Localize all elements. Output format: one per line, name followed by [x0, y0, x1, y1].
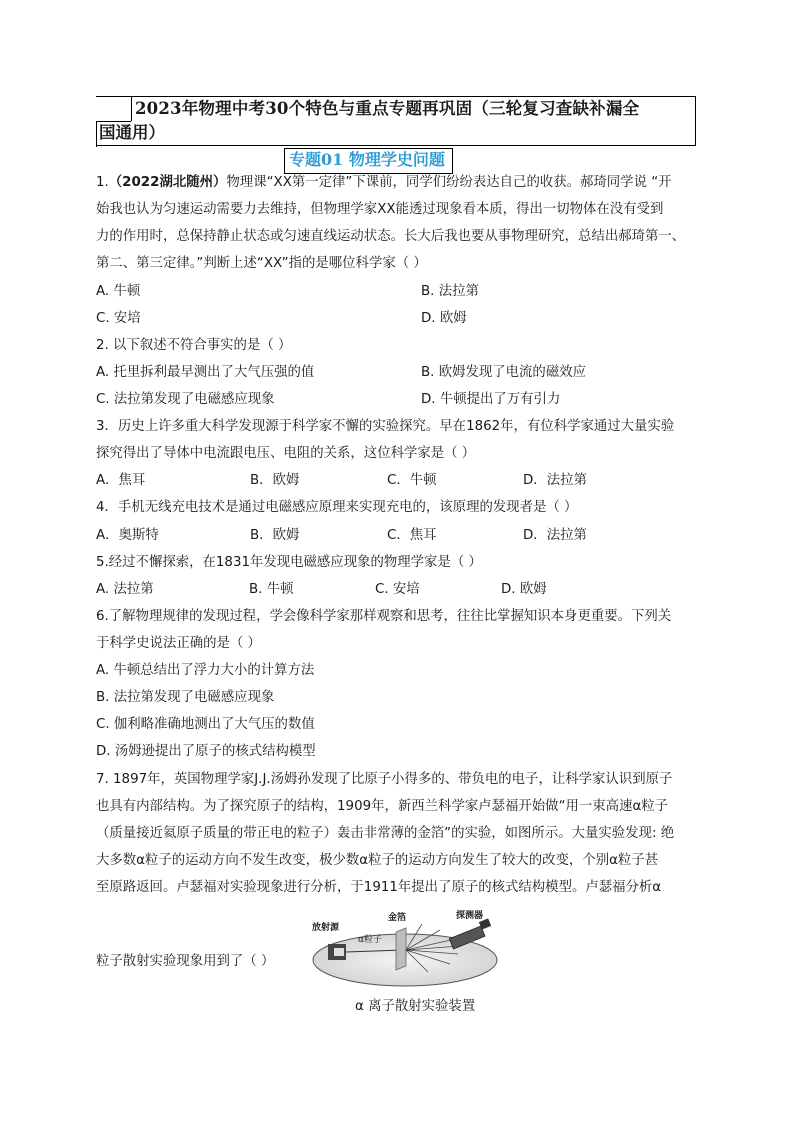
question-5-option-b: B. 牛顿	[249, 582, 294, 597]
page-title-line2: 国通用）	[99, 123, 165, 142]
question-4-option-b: B．欧姆	[250, 528, 300, 543]
question-1-option-c: C. 安培	[96, 311, 141, 326]
title-frame-rule	[131, 96, 132, 121]
question-1-option-a: A. 牛顿	[96, 284, 141, 299]
question-2-option-b: B. 欧姆发现了电流的磁效应	[421, 365, 586, 380]
question-5-option-c: C. 安培	[375, 582, 420, 597]
question-3-line: 探究得出了导体中电流跟电压、电阻的关系，这位科学家是（ ）	[96, 446, 476, 461]
question-3-option-c: C．牛顿	[387, 473, 437, 488]
question-2-option-a: A. 托里拆利最早测出了大气压强的值	[96, 365, 315, 380]
question-3-line: 3．历史上许多重大科学发现源于科学家不懈的实验探究。早在1862年，有位科学家通过大量实验	[96, 419, 675, 434]
question-5-option-d: D. 欧姆	[501, 582, 547, 597]
question-number: 1.	[96, 175, 109, 190]
gold-foil	[396, 928, 406, 970]
topic-heading: 专题01 物理学史问题	[284, 148, 453, 174]
question-1-option-d: D. 欧姆	[421, 311, 467, 326]
question-source: （2022湖北随州）	[108, 175, 227, 190]
scattering-apparatus-figure	[310, 910, 500, 990]
label-foil: 金箔	[388, 913, 407, 923]
figure-caption: α 离子散射实验装置	[355, 999, 476, 1014]
radiation-source-opening	[334, 948, 344, 956]
question-7-line: （质量接近氦原子质量的带正电的粒子）轰击非常薄的金箔”的实验，如图所示。大量实验发现: 绝	[96, 826, 675, 841]
question-3-option-b: B．欧姆	[250, 473, 300, 488]
question-2-stem: 2. 以下叙述不符合事实的是（ ）	[96, 338, 292, 353]
question-4-option-a: A．奥斯特	[96, 528, 159, 543]
question-1-option-b: B. 法拉第	[421, 284, 479, 299]
question-2-option-d: D. 牛顿提出了万有引力	[421, 392, 561, 407]
label-alpha-particle: α粒子	[358, 935, 382, 945]
question-6-option-b: B. 法拉第发现了电磁感应现象	[96, 690, 275, 705]
question-2-option-c: C. 法拉第发现了电磁感应现象	[96, 392, 275, 407]
question-4-option-c: C．焦耳	[387, 528, 437, 543]
page-title-line1: 2023年物理中考30个特色与重点专题再巩固（三轮复习查缺补漏全	[135, 99, 640, 118]
question-7-line: 粒子散射实验现象用到了（ ）	[96, 954, 275, 969]
question-text: 物理课“XX第一定律”下课前，同学们纷纷表达自己的收获。郝琦同学说 “开	[226, 175, 672, 190]
question-6-option-a: A. 牛顿总结出了浮力大小的计算方法	[96, 663, 315, 678]
question-5-option-a: A. 法拉第	[96, 582, 154, 597]
label-detector: 探测器	[456, 911, 484, 921]
question-6-option-c: C. 伽利略准确地测出了大气压的数值	[96, 717, 315, 732]
question-6-line: 于科学史说法正确的是（ ）	[96, 636, 261, 651]
question-3-option-d: D．法拉第	[523, 473, 587, 488]
question-6-line: 6.了解物理规律的发现过程，学会像科学家那样观察和思考，往往比掌握知识本身更重要。下列关	[96, 609, 672, 624]
question-1-line	[96, 174, 672, 192]
question-7-line: 大多数α粒子的运动方向不发生改变，极少数α粒子的运动方向发生了较大的改变，个别α粒子甚	[96, 853, 659, 868]
question-4-stem: 4．手机无线充电技术是通过电磁感应原理来实现充电的，该原理的发现者是（ ）	[96, 500, 578, 515]
question-1-line: 第二、第三定律。”判断上述“XX”指的是哪位科学家（ ）	[96, 256, 427, 271]
question-7-line: 至原路返回。卢瑟福对实验现象进行分析，于1911年提出了原子的核式结构模型。卢瑟福分析α	[96, 880, 662, 895]
question-5-stem: 5.经过不懈探索，在1831年发现电磁感应现象的物理学家是（ ）	[96, 555, 482, 570]
question-3-option-a: A．焦耳	[96, 473, 146, 488]
question-1-line: 始我也认为匀速运动需要力去维持，但物理学家XX能透过现象看本质，得出一切物体在没有受到	[96, 202, 664, 217]
question-1-line: 力的作用时，总保持静止状态或匀速直线运动状态。长大后我也要从事物理研究，总结出郝琦第一、	[96, 229, 686, 244]
title-frame-rule	[96, 121, 97, 147]
question-7-line: 也具有内部结构。为了探究原子的结构，1909年，新西兰科学家卢瑟福开始做“用一束高速α粒子	[96, 799, 669, 814]
question-7-line: 7. 1897年，英国物理学家J.J.汤姆孙发现了比原子小得多的、带负电的电子，让科学家认识到原子	[96, 772, 673, 787]
question-6-option-d: D. 汤姆逊提出了原子的核式结构模型	[96, 744, 316, 759]
label-source: 放射源	[312, 923, 340, 933]
question-4-option-d: D．法拉第	[523, 528, 587, 543]
